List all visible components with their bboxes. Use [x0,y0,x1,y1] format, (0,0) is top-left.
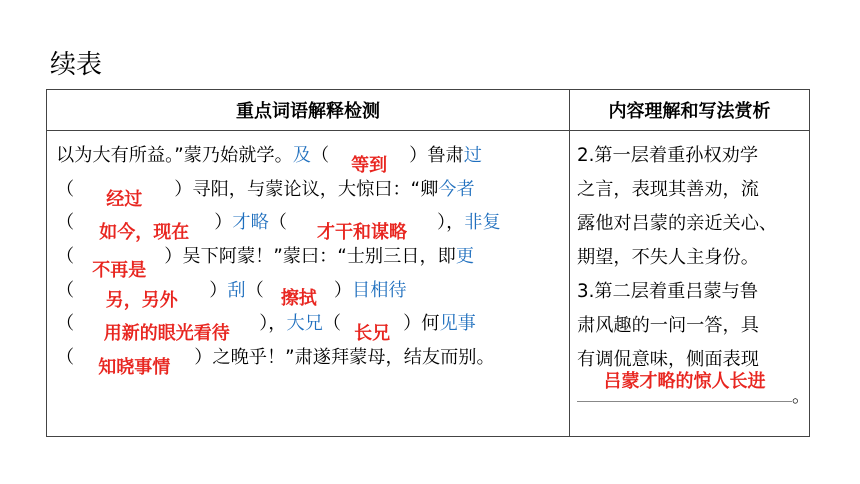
keyword-geng: 更 [455,246,475,268]
passage-text: 以为大有所益。”蒙乃始就学。 [56,145,293,166]
answer-7: 擦拭 [280,287,317,309]
keyword-muxiangdai: 目相待 [352,279,407,301]
answer-1: 等到 [351,155,388,176]
analysis-cell [570,131,810,437]
page-title: 续表 [50,50,103,80]
answer-2: 经过 [106,188,143,210]
answer-blank [577,371,792,402]
analysis-line: 2.第一层着重孙权劝学 [577,145,759,166]
analysis-line: 肃风趣的一问一答，具 [577,315,759,336]
keyword-daxiong: 大兄 [286,313,323,335]
keyword-gua: 刮 [227,279,246,301]
keyword-jianshi: 见事 [439,313,476,335]
passage-text: ）吴下阿蒙！”蒙曰：“士别三日，即 [164,246,456,268]
analysis-line: 之言，表现其善劝，流 [577,179,759,200]
end-mark: 。 [792,386,811,407]
passage-line-2: （ 经过 ）寻阳，与蒙论议，大惊曰：“卿今者 [56,173,563,207]
passage-cell [47,131,570,437]
analysis-answer-line [577,371,811,411]
answer-9: 长兄 [354,323,391,345]
passage-line-5: （ 另，另外 ）刮（ 擦拭 ）目相待 [56,274,563,308]
analysis-line: 期望，不失人主身份。 [577,247,759,268]
passage-line-1: 以为大有所益。”蒙乃始就学。及（ 等到 ）鲁肃过 [56,139,563,173]
passage-text: ）寻阳，与蒙论议，大惊曰：“卿 [174,178,439,200]
analysis-answer: 吕蒙才略的惊人长进 [603,371,766,392]
passage-line-3: （ 如今，现在 ）才略（ 才干和谋略 ），非复 [56,206,563,240]
keyword-feifu: 非复 [464,212,501,234]
header-content-analysis: 内容理解和写法赏析 [570,90,810,131]
answer-10: 知晓事情 [98,357,171,379]
passage-text: ）何 [403,313,440,335]
passage-text: ）之晚乎！”肃遂拜蒙母，结友而别。 [194,347,495,369]
keyword-jinzhe: 今者 [438,178,475,200]
passage-line-4: （ 不再是 ）吴下阿蒙！”蒙曰：“士别三日，即更 [56,240,563,274]
review-table [46,89,810,437]
analysis-line: 露他对吕蒙的亲近关心、 [577,213,778,234]
answer-4: 才干和谋略 [317,222,407,244]
answer-5: 不再是 [92,260,147,282]
passage-line-6: （ 用新的眼光看待 ），大兄（ 长兄 ）何见事 [56,307,563,341]
answer-3: 如今，现在 [99,222,190,244]
analysis-line: 3.第二层着重吕蒙与鲁 [577,281,759,302]
answer-6: 另，另外 [105,289,178,311]
header-keyword-explanation: 重点词语解释检测 [47,90,570,131]
passage-line-7: （ 知晓事情 ）之晚乎！”肃遂拜蒙母，结友而别。 [56,341,563,375]
keyword-guo: 过 [463,145,482,166]
keyword-ji: 及 [292,145,311,166]
passage-text: ）鲁肃 [409,145,464,166]
keyword-cailue: 才略 [232,212,269,234]
answer-8: 用新的眼光看待 [103,323,230,345]
analysis-line: 有调侃意味，侧面表现 [577,349,759,370]
